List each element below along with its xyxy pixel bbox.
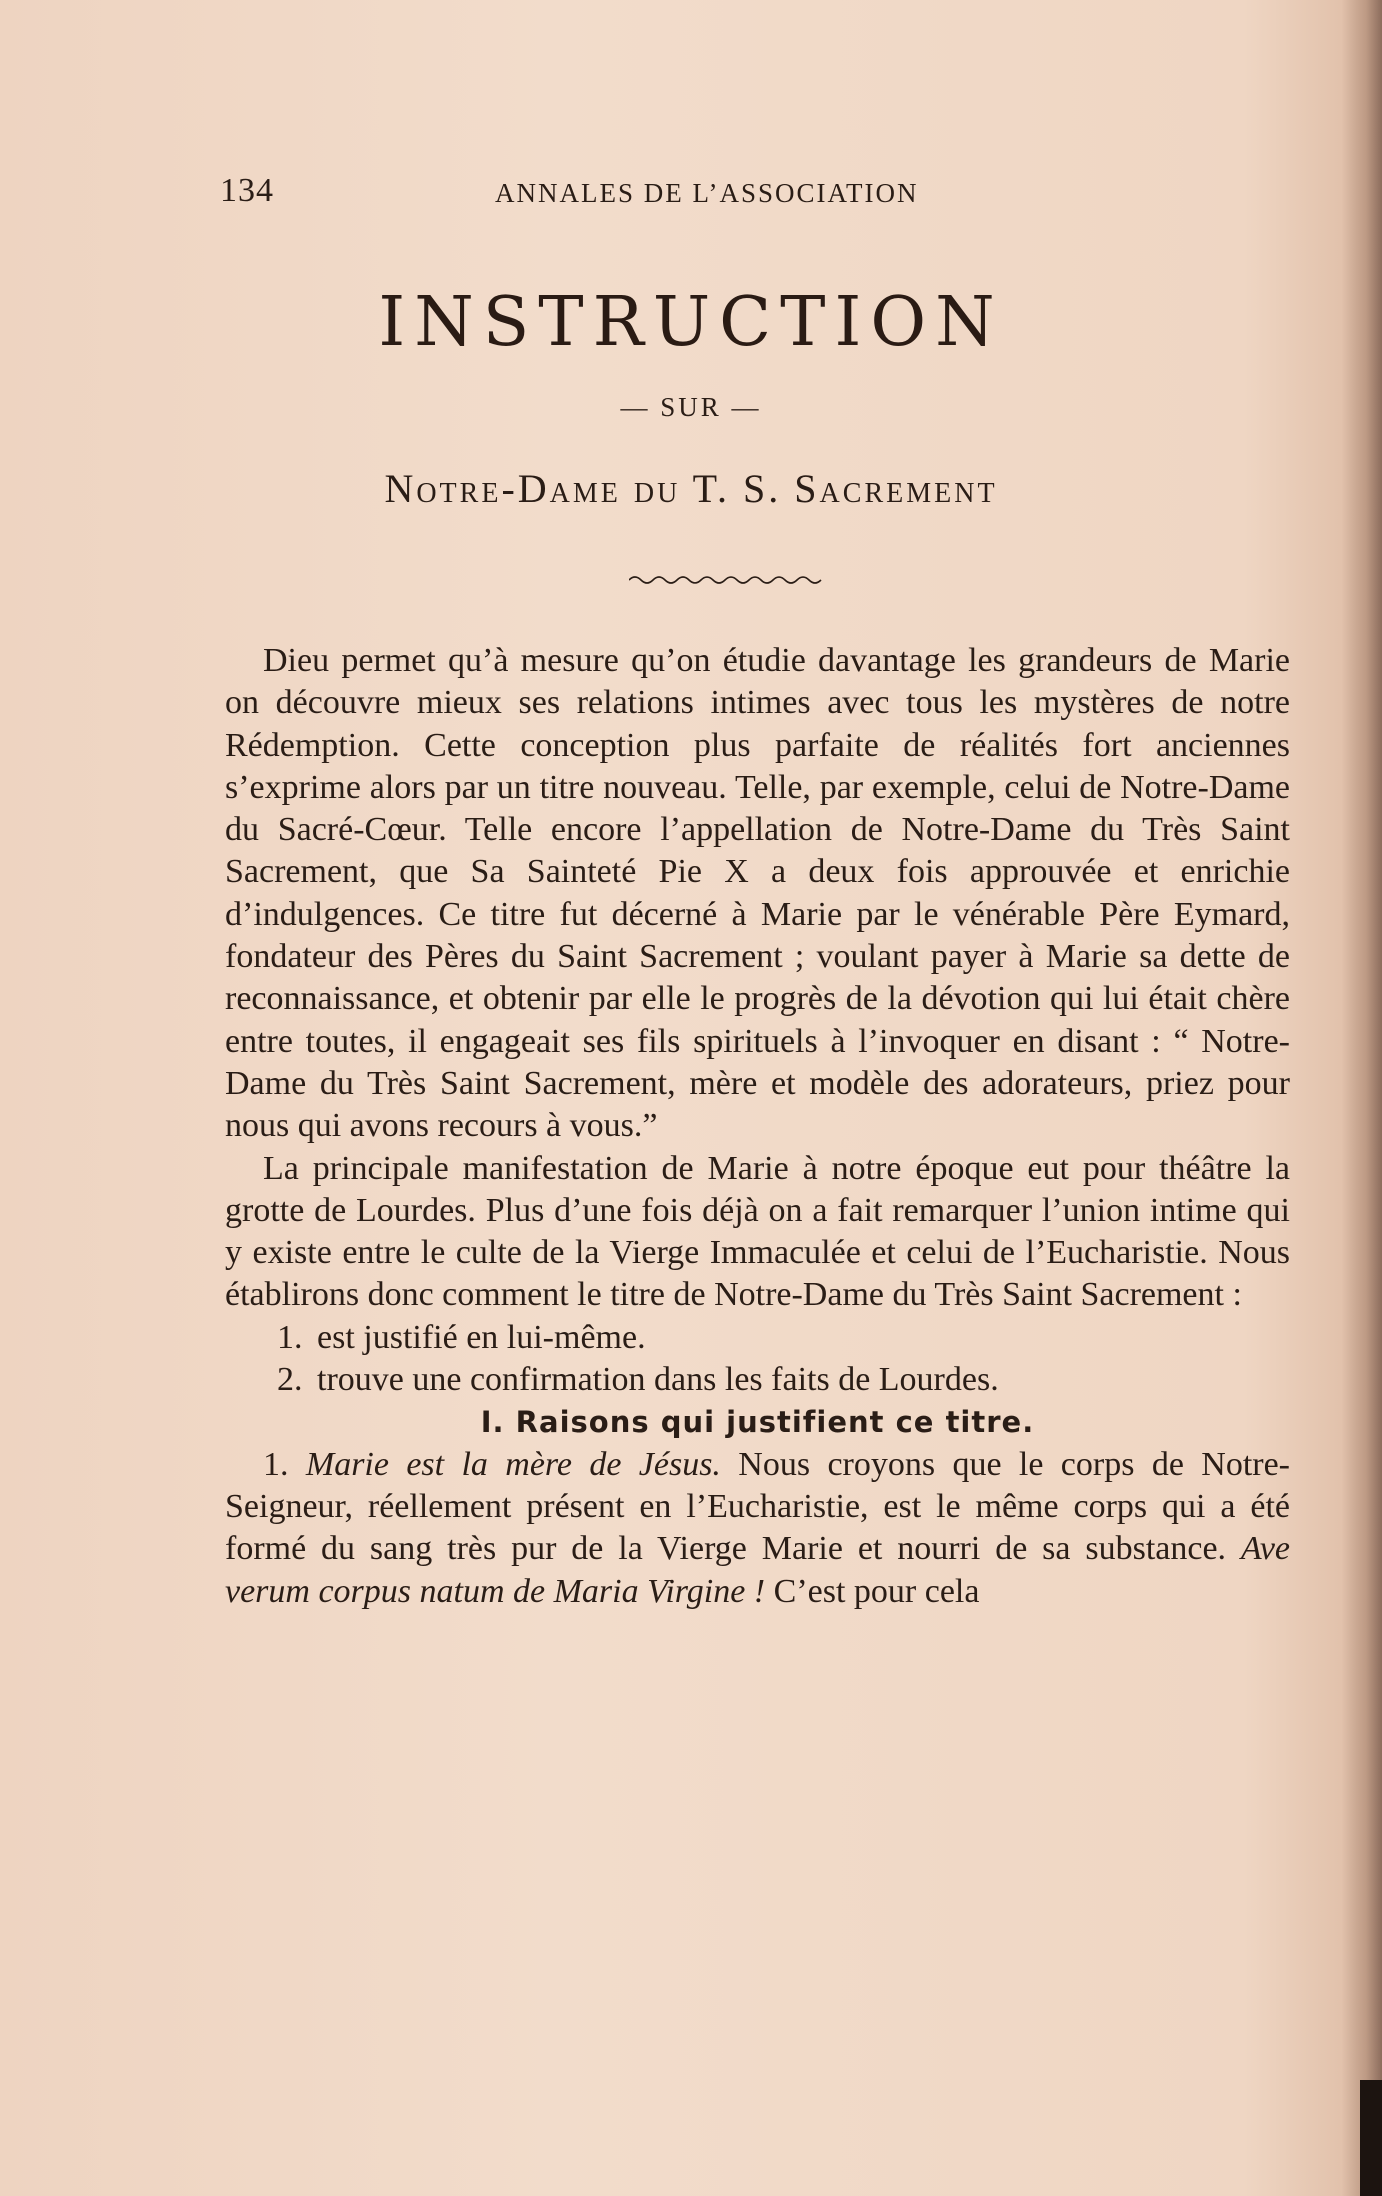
binding-edge xyxy=(1360,2080,1382,2196)
title-connector: — SUR — xyxy=(620,392,762,422)
running-header xyxy=(220,172,1290,222)
list-item-number: 2. xyxy=(277,1361,303,1399)
page-number: 134 xyxy=(220,172,274,209)
article-title: INSTRUCTION xyxy=(378,283,1004,362)
article-subtitle: Notre-Dame du T. S. Sacrement xyxy=(384,466,998,511)
point-text-continued: C’est pour cela xyxy=(765,1572,980,1610)
list-item-number: 1. xyxy=(277,1318,303,1356)
paragraph-section-one xyxy=(225,1444,1290,1613)
list-item xyxy=(225,1359,1290,1401)
point-number: 1. xyxy=(263,1445,289,1483)
point-lead-italic: Marie est la mère de Jésus. xyxy=(305,1445,721,1483)
section-heading: I. Raisons qui justifient ce titre. xyxy=(480,1405,1035,1440)
paragraph-intro: Dieu permet qu’à mesure qu’on étudie davantage les grandeurs de Marie on découvre mieux ses relations intimes avec tous les mystères de notre Rédemption. Cette conception plus parfaite de réalités fort anciennes s’exprime alors par un titre nouveau. Telle, par exemple, celui de Notre-Dame du Sacré-Cœur. Telle encore l’appellation de Notre-Dame du Très Saint Sacrement, que Sa Sainteté Pie X a deux fois approuvée et enrichie d’indulgences. Ce titre fut décerné à Marie par le vénérable Père Eymard, fondateur des Pères du Saint Sacrement ; voulant payer à Marie sa dette de reconnaissance, et obtenir par elle le progrès de la dévotion qui lui était chère entre toutes, il engageait ses fils spirituels à l’invoquer en disant : “ Notre-Dame du Très Saint Sacrement, mère et modèle des adorateurs, priez pour nous qui avons recours à vous.” xyxy=(225,642,1290,1145)
running-title: ANNALES DE L’ASSOCIATION xyxy=(495,178,919,208)
point-text: Nous croyons que le corps de Notre-Seigneur, réellement présent en l’Eucharistie, est le même corps qui a été formé du sang très pur de la Vierge Marie et nourri de sa substance. xyxy=(225,1445,1291,1568)
list-item xyxy=(225,1317,1290,1359)
list-item-text: est justifié en lui-même. xyxy=(317,1318,646,1356)
wave-ornament-divider xyxy=(629,572,825,588)
list-item-text: trouve une confirmation dans les faits de Lourdes. xyxy=(317,1361,999,1399)
paragraph-lourdes: La principale manifestation de Marie à notre époque eut pour théâtre la grotte de Lourdes. Plus d’une fois déjà on a fait remarquer l’union intime qui y existe entre le culte de la Vierge Immaculée et celui de l’Eucharistie. Nous établirons donc comment le titre de Notre-Dame du Très Saint Sacrement : xyxy=(225,1149,1290,1314)
latin-quote: Ave verum corpus natum de Maria Virgine ! xyxy=(225,1530,1290,1610)
article-body xyxy=(225,640,1290,1613)
